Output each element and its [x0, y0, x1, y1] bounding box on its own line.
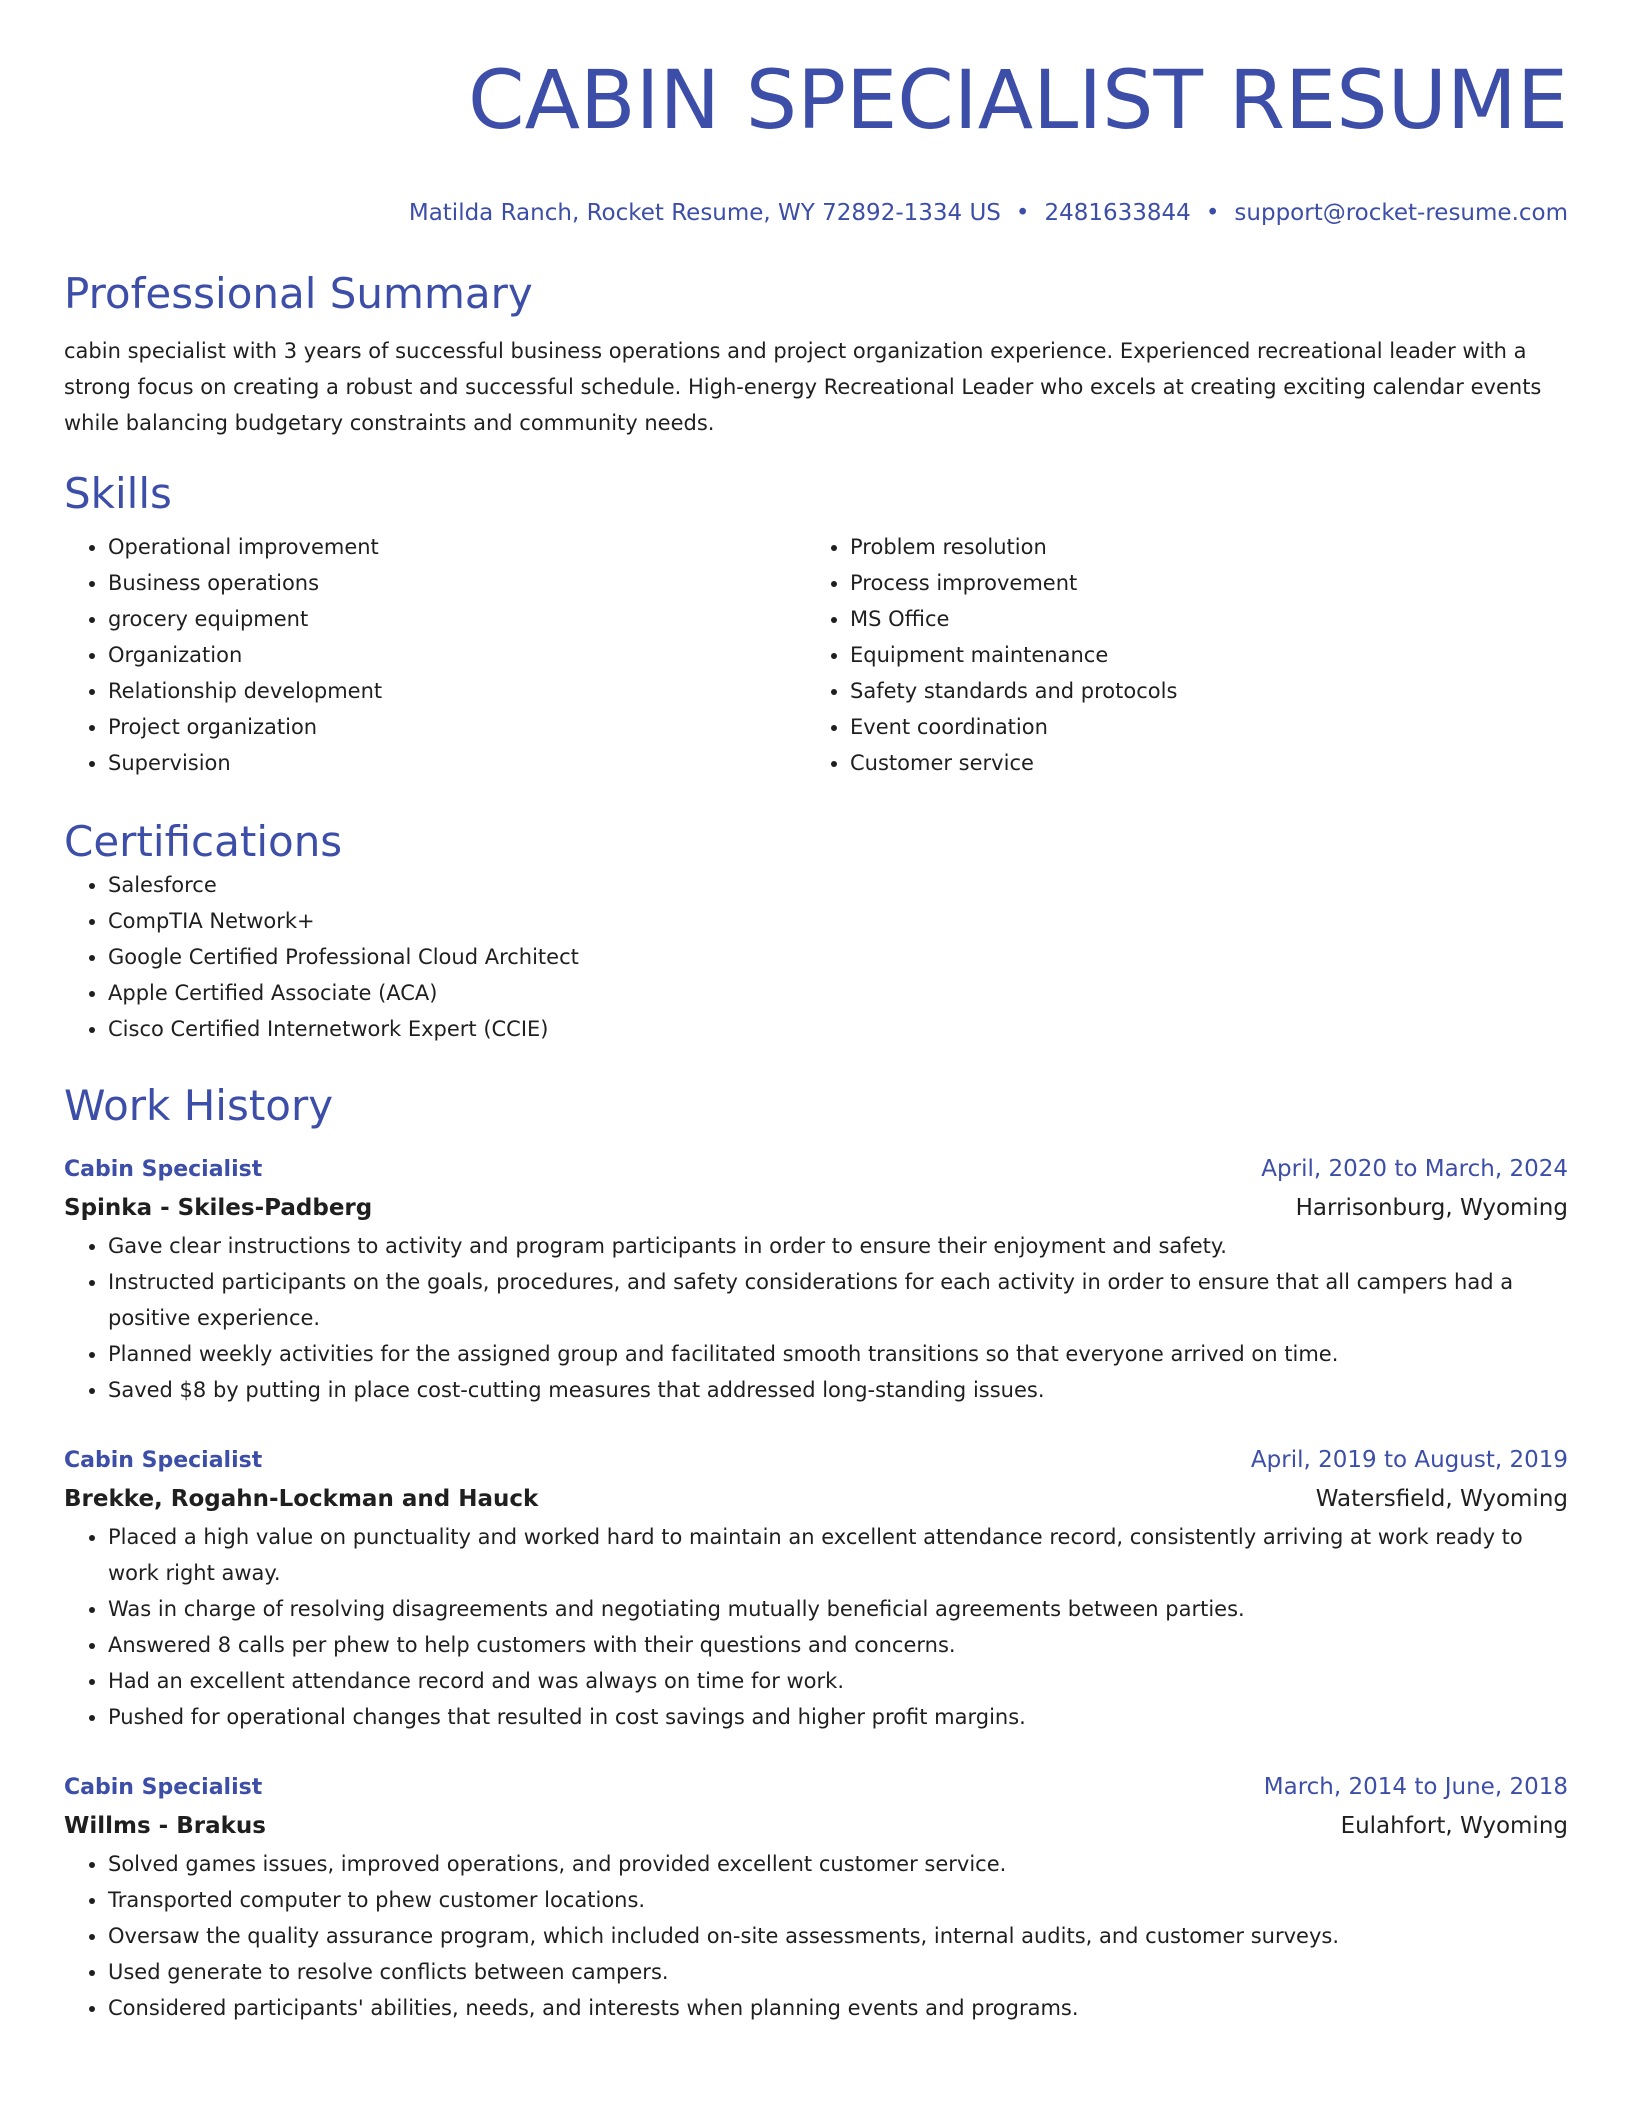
job-duty: • Pushed for operational changes that resulted in cost savings and higher profit margins.: [108, 1699, 1568, 1735]
certification-item: • Salesforce: [108, 867, 1568, 903]
skill-item: • Safety standards and protocols: [850, 673, 1548, 709]
certification-item: • Google Certified Professional Cloud Architect: [108, 939, 1568, 975]
job-duty: • Oversaw the quality assurance program, which included on-site assessments, internal audits, and customer surveys.: [108, 1918, 1568, 1954]
skills-grid: [64, 529, 1568, 781]
job-title: Cabin Specialist: [64, 1448, 263, 1473]
job-header-row: [64, 1151, 1568, 1188]
job-location: Harrisonburg, Wyoming: [1295, 1195, 1568, 1221]
contact-separator: •: [1205, 200, 1220, 226]
job-duty: • Answered 8 calls per phew to help customers with their questions and concerns.: [108, 1627, 1568, 1663]
job-company-row: [64, 1806, 1568, 1846]
skill-item: • Supervision: [108, 745, 806, 781]
certifications-heading: Certifications: [64, 817, 343, 866]
job-dates: April, 2019 to August, 2019: [1250, 1447, 1568, 1473]
job-company: Willms - Brakus: [64, 1813, 266, 1839]
job-duty: • Had an excellent attendance record and was always on time for work.: [108, 1663, 1568, 1699]
job-duty: • Instructed participants on the goals, procedures, and safety considerations for each activity in order to ensure that all campers had a positive experience.: [108, 1264, 1568, 1336]
certification-item: • Apple Certified Associate (ACA): [108, 975, 1568, 1011]
job-company: Brekke, Rogahn-Lockman and Hauck: [64, 1486, 539, 1512]
resume-title: CABIN SPECIALIST RESUME: [468, 54, 1568, 148]
skill-item: • Organization: [108, 637, 806, 673]
skill-item: • Operational improvement: [108, 529, 806, 565]
skill-item: • Business operations: [108, 565, 806, 601]
contact-email: support@rocket-resume.com: [1234, 200, 1568, 226]
skills-heading: Skills: [64, 469, 172, 518]
skills-column-right: [806, 529, 1548, 781]
work-history-heading: Work History: [64, 1081, 334, 1130]
job-entry: [64, 1442, 1568, 1735]
summary-heading: Professional Summary: [64, 269, 533, 318]
job-company: Spinka - Skiles-Padberg: [64, 1195, 373, 1221]
job-duty: • Considered participants' abilities, needs, and interests when planning events and programs.: [108, 1990, 1568, 2026]
skills-list-left: [64, 529, 806, 781]
job-company-row: [64, 1479, 1568, 1519]
job-duty: • Saved $8 by putting in place cost-cutting measures that addressed long-standing issues.: [108, 1372, 1568, 1408]
skills-column-left: [64, 529, 806, 781]
skill-item: • Relationship development: [108, 673, 806, 709]
job-duty: • Was in charge of resolving disagreements and negotiating mutually beneficial agreements between parties.: [108, 1591, 1568, 1627]
job-dates: April, 2020 to March, 2024: [1261, 1156, 1568, 1182]
job-dates: March, 2014 to June, 2018: [1263, 1774, 1568, 1800]
job-title: Cabin Specialist: [64, 1775, 263, 1800]
job-title: Cabin Specialist: [64, 1157, 263, 1182]
job-location: Eulahfort, Wyoming: [1340, 1813, 1568, 1839]
skill-item: • Project organization: [108, 709, 806, 745]
job-header-row: [64, 1442, 1568, 1479]
skills-list-right: [806, 529, 1548, 781]
certification-item: • Cisco Certified Internetwork Expert (CCIE): [108, 1011, 1568, 1047]
skill-item: • grocery equipment: [108, 601, 806, 637]
job-duty: • Planned weekly activities for the assigned group and facilitated smooth transitions so that everyone arrived on time.: [108, 1336, 1568, 1372]
job-duties-list: [64, 1519, 1568, 1735]
skill-item: • Problem resolution: [850, 529, 1548, 565]
skill-item: • Event coordination: [850, 709, 1548, 745]
job-duty: • Used generate to resolve conflicts between campers.: [108, 1954, 1568, 1990]
job-company-row: [64, 1188, 1568, 1228]
contact-separator: •: [1015, 200, 1030, 226]
job-header-row: [64, 1769, 1568, 1806]
certifications-list: [64, 867, 1568, 1047]
contact-address: Matilda Ranch, Rocket Resume, WY 72892-1334 US: [408, 200, 1001, 226]
job-duty: • Solved games issues, improved operations, and provided excellent customer service.: [108, 1846, 1568, 1882]
summary-text: cabin specialist with 3 years of successful business operations and project organization experience. Experienced recreational leader with a strong focus on creating a robust and successful schedule. High-energy Recreational Leader who excels at creating exciting calendar events while balancing budgetary constraints and community needs.: [64, 339, 1542, 435]
skill-item: • MS Office: [850, 601, 1548, 637]
job-duty: • Gave clear instructions to activity and program participants in order to ensure their enjoyment and safety.: [108, 1228, 1568, 1264]
job-duty: • Transported computer to phew customer locations.: [108, 1882, 1568, 1918]
job-duties-list: [64, 1228, 1568, 1408]
skill-item: • Process improvement: [850, 565, 1548, 601]
job-entry: [64, 1769, 1568, 2026]
job-duties-list: [64, 1846, 1568, 2026]
contact-phone: 2481633844: [1044, 200, 1191, 226]
job-entry: [64, 1151, 1568, 1408]
skill-item: • Customer service: [850, 745, 1548, 781]
contact-line: [64, 198, 1568, 228]
skill-item: • Equipment maintenance: [850, 637, 1548, 673]
job-location: Watersfield, Wyoming: [1315, 1486, 1568, 1512]
job-duty: • Placed a high value on punctuality and worked hard to maintain an excellent attendance record, consistently arriving at work ready to work right away.: [108, 1519, 1568, 1591]
certification-item: • CompTIA Network+: [108, 903, 1568, 939]
